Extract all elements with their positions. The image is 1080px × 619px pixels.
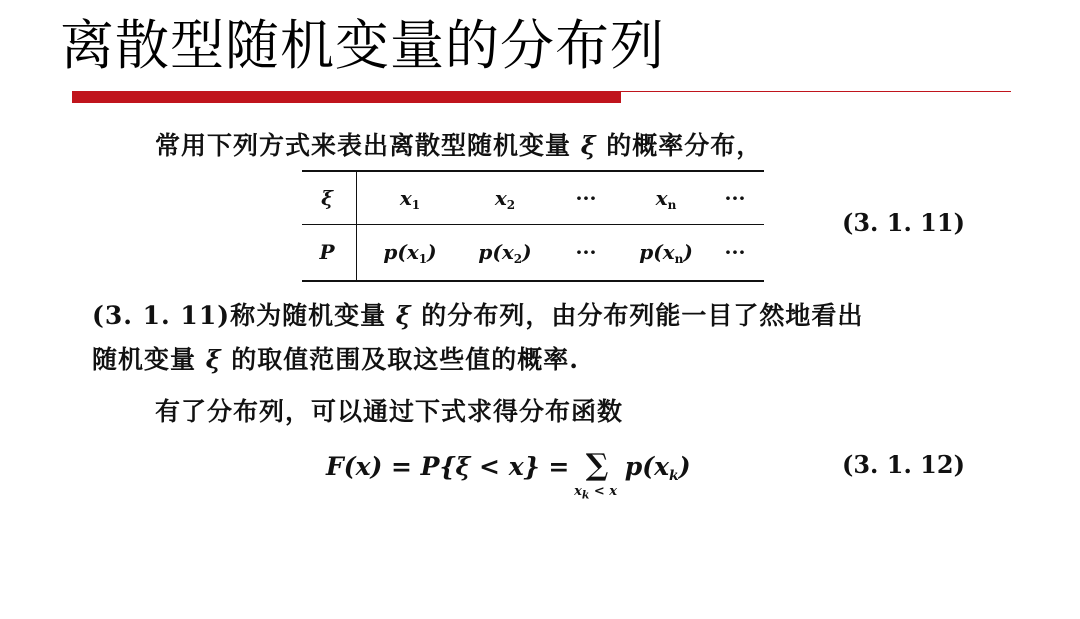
summation-index-base: x bbox=[574, 484, 582, 499]
intro-text bbox=[155, 126, 762, 162]
table-row-divider bbox=[302, 224, 764, 225]
value-xn-base: x bbox=[655, 186, 668, 210]
xi-symbol: ξ bbox=[580, 131, 597, 160]
prob-cell-ellipsis-2: ··· bbox=[724, 240, 746, 264]
formula-rhs-close: ) bbox=[678, 452, 691, 481]
prob-pxn-close: ) bbox=[683, 240, 693, 264]
value-xn-subscript: n bbox=[667, 198, 677, 212]
prob-pxn-base: p(x bbox=[639, 240, 675, 264]
value-x1-base: x bbox=[399, 186, 412, 210]
para2-text-b: 的取值范围及取这些值的概率. bbox=[221, 345, 579, 374]
value-cell-ellipsis-2: ··· bbox=[724, 186, 746, 210]
summation-index-subscript: k bbox=[581, 488, 590, 502]
slide-title: 离散型随机变量的分布列 bbox=[60, 14, 665, 77]
formula-rhs-subscript: k bbox=[669, 468, 679, 484]
row-header-xi: ξ bbox=[321, 186, 333, 210]
xi-symbol: ξ bbox=[395, 301, 412, 330]
para2-text-a: 随机变量 bbox=[92, 345, 206, 374]
value-cell-x1 bbox=[400, 186, 420, 212]
prob-pxn-subscript: n bbox=[674, 252, 684, 266]
summation bbox=[574, 448, 618, 502]
equation-reference: (3. 1. 11) bbox=[92, 301, 231, 330]
summation-index-condition: < x bbox=[589, 484, 618, 499]
para1-text-c: ，由分布列能一目了然地看出 bbox=[525, 301, 864, 330]
summation-index bbox=[574, 484, 617, 502]
prob-px2-base: p(x bbox=[478, 240, 514, 264]
prob-px2-close: ) bbox=[522, 240, 532, 264]
value-x2-base: x bbox=[494, 186, 507, 210]
value-cell-ellipsis-1: ··· bbox=[575, 186, 597, 210]
paragraph-distribution-function-intro: 有了分布列，可以通过下式求得分布函数 bbox=[155, 397, 624, 426]
value-cell-x2 bbox=[495, 186, 515, 212]
defined-term: 分布列 bbox=[447, 301, 526, 330]
row-header-p: P bbox=[319, 240, 335, 264]
prob-px1-close: ) bbox=[427, 240, 437, 264]
value-x2-subscript: 2 bbox=[506, 198, 516, 212]
title-accent-bar bbox=[72, 91, 621, 103]
value-cell-xn bbox=[656, 186, 677, 212]
prob-px2-subscript: 2 bbox=[513, 252, 523, 266]
prob-cell-pxn bbox=[639, 240, 693, 266]
equation-label-3-1-11: (3. 1. 11) bbox=[842, 208, 965, 237]
value-x1-subscript: 1 bbox=[411, 198, 421, 212]
table-column-divider bbox=[356, 172, 357, 280]
distribution-table bbox=[302, 170, 764, 282]
intro-text-before: 常用下列方式来表出离散型随机变量 bbox=[155, 131, 581, 160]
para1-text-a: 称为随机变量 bbox=[230, 301, 396, 330]
prob-px1-base: p(x bbox=[383, 240, 419, 264]
prob-cell-ellipsis-1: ··· bbox=[575, 240, 597, 264]
intro-text-after: 的概率分布， bbox=[596, 131, 763, 160]
formula-rhs-base: p(x bbox=[624, 452, 669, 481]
prob-cell-px1 bbox=[383, 240, 436, 266]
equation-label-3-1-12: (3. 1. 12) bbox=[842, 450, 965, 479]
title-divider-line bbox=[621, 91, 1011, 92]
prob-cell-px2 bbox=[478, 240, 531, 266]
distribution-function-formula bbox=[326, 448, 691, 502]
formula-lhs: F(x) = P{ξ < x} = bbox=[326, 452, 570, 481]
xi-symbol: ξ bbox=[205, 345, 222, 374]
summation-sign: ∑ bbox=[585, 448, 609, 483]
paragraph-continuation bbox=[92, 340, 579, 376]
paragraph-distribution-definition bbox=[92, 296, 863, 332]
para1-text-b: 的 bbox=[411, 301, 448, 330]
prob-px1-subscript: 1 bbox=[418, 252, 428, 266]
